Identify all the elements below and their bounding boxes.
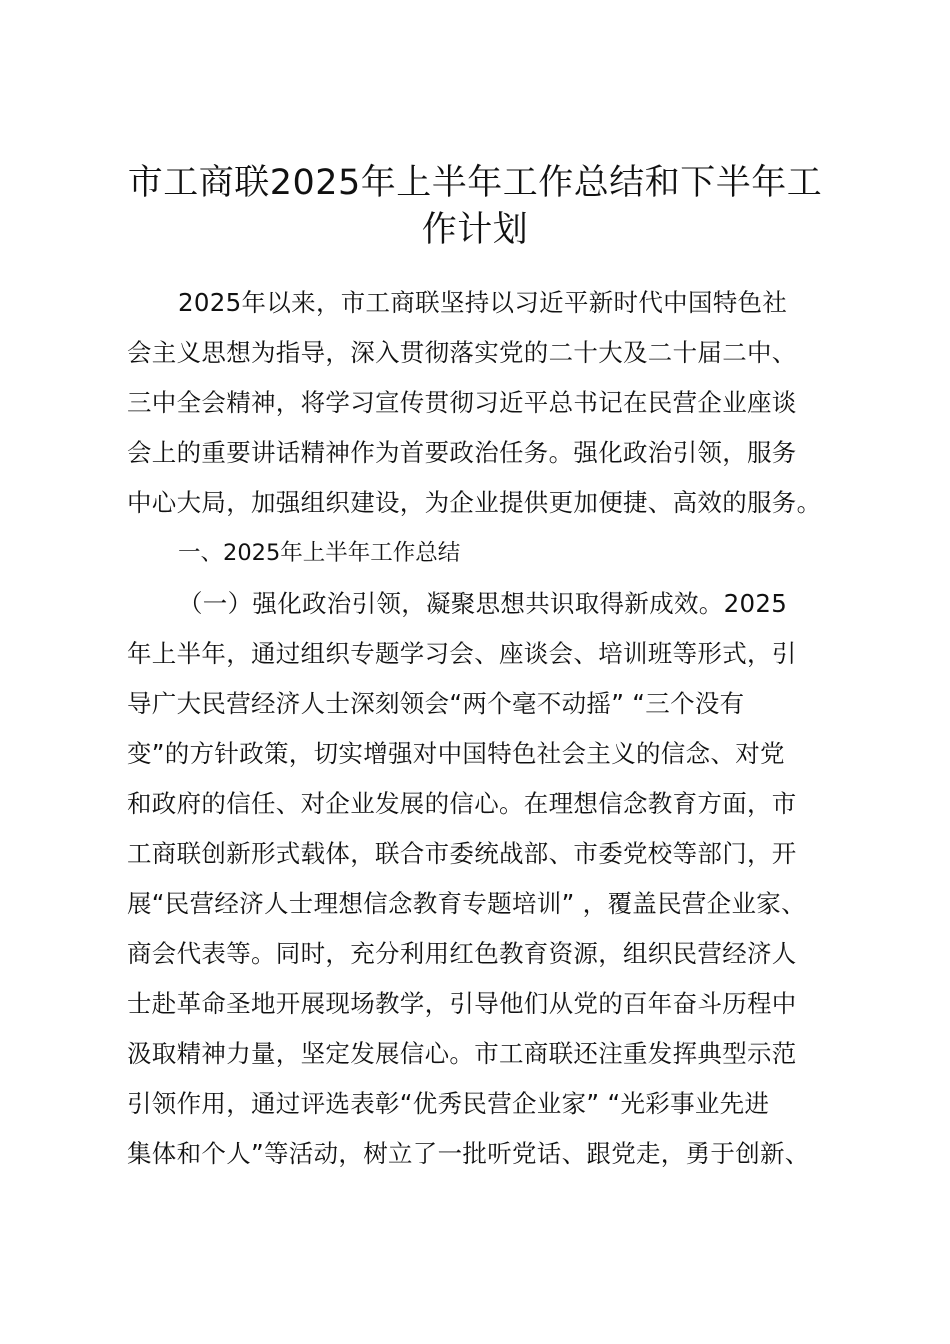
body-paragraph-line-2: 年上半年，通过组织专题学习会、座谈会、培训班等形式，引 bbox=[127, 639, 797, 668]
intro-paragraph-line-1: 2025年以来，市工商联坚持以习近平新时代中国特色社 bbox=[178, 288, 788, 317]
body-paragraph-line-3: 导广大民营经济人士深刻领会“两个毫不动摇” “三个没有 bbox=[127, 689, 745, 718]
section-heading: 一、2025年上半年工作总结 bbox=[178, 540, 461, 566]
body-paragraph-line-7: 展“民营经济人士理想信念教育专题培训” ，覆盖民营企业家、 bbox=[127, 889, 806, 918]
body-paragraph-line-9: 士赴革命圣地开展现场教学，引导他们从党的百年奋斗历程中 bbox=[127, 989, 797, 1018]
body-paragraph-line-11: 引领作用，通过评选表彰“优秀民营企业家” “光彩事业先进 bbox=[127, 1089, 770, 1118]
body-paragraph-line-4: 变”的方针政策，切实增强对中国特色社会主义的信念、对党 bbox=[127, 739, 785, 768]
intro-paragraph-line-3: 三中全会精神，将学习宣传贯彻习近平总书记在民营企业座谈 bbox=[127, 388, 797, 417]
document-title-line-1: 市工商联2025年上半年工作总结和下半年工 bbox=[127, 163, 823, 203]
intro-paragraph-line-5: 中心大局，加强组织建设，为企业提供更加便捷、高效的服务。 bbox=[127, 488, 822, 517]
body-paragraph-line-8: 商会代表等。同时，充分利用红色教育资源，组织民营经济人 bbox=[127, 939, 797, 968]
body-paragraph-line-12: 集体和个人”等活动，树立了一批听党话、跟党走，勇于创新、 bbox=[127, 1139, 810, 1168]
body-paragraph-line-10: 汲取精神力量，坚定发展信心。市工商联还注重发挥典型示范 bbox=[127, 1039, 797, 1068]
intro-paragraph-line-2: 会主义思想为指导，深入贯彻落实党的二十大及二十届二中、 bbox=[127, 338, 797, 367]
body-paragraph-line-1: （一）强化政治引领，凝聚思想共识取得新成效。2025 bbox=[178, 589, 788, 618]
body-paragraph-line-6: 工商联创新形式载体，联合市委统战部、市委党校等部门，开 bbox=[127, 839, 797, 868]
intro-paragraph-line-4: 会上的重要讲话精神作为首要政治任务。强化政治引领，服务 bbox=[127, 438, 797, 467]
document-title-line-2: 作计划 bbox=[421, 210, 529, 250]
body-paragraph-line-5: 和政府的信任、对企业发展的信心。在理想信念教育方面，市 bbox=[127, 789, 797, 818]
